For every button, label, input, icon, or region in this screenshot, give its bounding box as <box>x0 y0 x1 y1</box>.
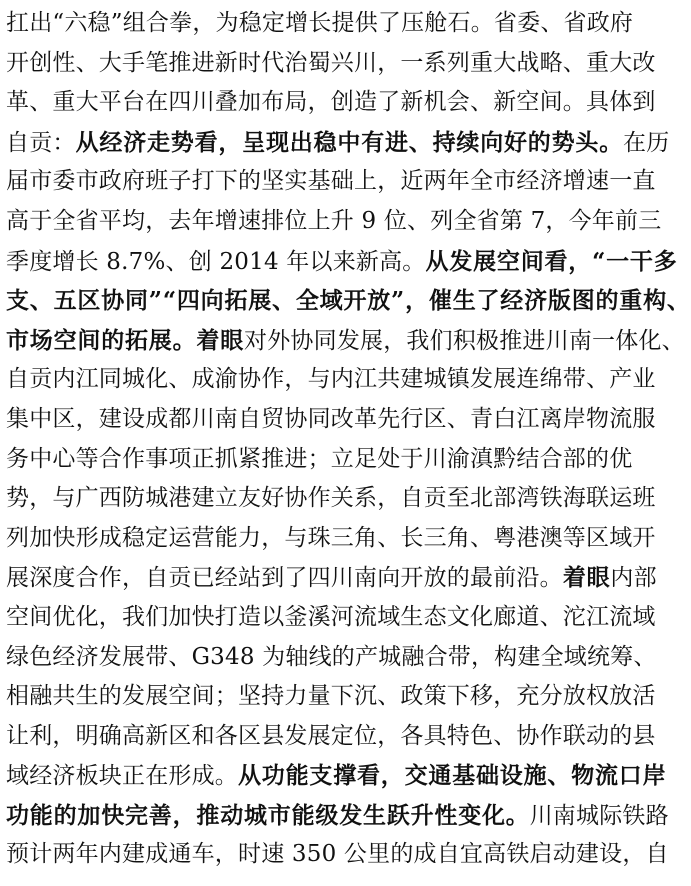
text-run: 届市委市政府班子打下的坚实基础上，近两年全市经济增速一直 <box>6 168 656 195</box>
text-line <box>6 598 656 638</box>
text-line <box>6 360 656 400</box>
text-line <box>6 202 662 242</box>
text-run: 预计两年内建成通车，时速 350 公里的成自宜高铁启动建设，自 <box>6 841 669 868</box>
text-line <box>6 558 657 598</box>
text-line <box>6 44 656 84</box>
text-run: 自贡内江同城化、成渝协作，与内江共建城镇发展连绵带、产业 <box>6 366 656 393</box>
text-line <box>6 162 656 202</box>
text-line <box>6 677 656 717</box>
text-run: 让利，明确高新区和各区县发展定位，各具特色、协作联动的县 <box>6 722 656 749</box>
text-line <box>6 638 657 678</box>
text-line <box>6 519 656 559</box>
text-run: 扛出“六稳”组合拳，为稳定增长提供了压舱石。省委、省政府 <box>6 10 634 36</box>
bold-text-run: 功能的加快完善，推动城市能级发生跃升性变化。 <box>6 801 530 829</box>
text-run: 域经济板块正在形成。 <box>6 763 238 790</box>
text-run: 内部 <box>610 565 657 592</box>
text-line <box>6 717 656 757</box>
text-run: 川南城际铁路 <box>529 802 669 829</box>
text-line <box>6 242 678 282</box>
text-run: 务中心等合作事项正抓紧推进；立足处于川渝滇黔结合部的优 <box>6 445 633 472</box>
text-run: 集中区，建设成都川南自贸协同改革先行区、青白江离岸物流服 <box>6 405 656 432</box>
text-run: 列加快形成稳定运营能力，与珠三角、长三角、粤港澳等区域开 <box>6 524 656 551</box>
text-run: 空间优化，我们加快打造以釜溪河流域生态文化廊道、沱江流域 <box>6 603 656 630</box>
text-line <box>6 835 669 875</box>
bold-text-run: 从功能支撑看，交通基础设施、物流口岸 <box>238 762 667 790</box>
text-run: 高于全省平均，去年增速排位上升 9 位、列全省第 7，今年前三 <box>6 207 662 234</box>
text-run: 展深度合作，自贡已经站到了四川南向开放的最前沿。 <box>6 565 563 592</box>
text-run: 对外协同发展，我们积极推进川南一体化、 <box>244 327 685 354</box>
text-line <box>6 83 656 123</box>
bold-text-run: 支、五区协同”“四向拓展、全域开放”，催生了经济版图的重构、 <box>6 287 691 315</box>
document-body <box>6 4 691 875</box>
text-line <box>6 4 634 44</box>
text-run: 绿色经济发展带、G348 为轴线的产城融合带，构建全域统筹、 <box>6 643 657 670</box>
text-line <box>6 796 669 836</box>
text-run: 相融共生的发展空间；坚持力量下沉、政策下移，充分放权放活 <box>6 683 656 710</box>
text-run: 自贡： <box>6 129 76 156</box>
bold-text-run: 着眼 <box>562 564 611 592</box>
bold-text-run: 着眼 <box>196 326 245 354</box>
text-run: 革、重大平台在四川叠加布局，创造了新机会、新空间。具体到 <box>6 89 656 116</box>
text-line <box>6 400 656 440</box>
text-run: 季度增长 8.7%、创 2014 年以来新高。 <box>6 248 426 275</box>
text-line <box>6 479 656 519</box>
text-line <box>6 440 633 480</box>
text-run: 开创性、大手笔推进新时代治蜀兴川，一系列重大战略、重大改 <box>6 49 656 76</box>
bold-text-run: 从经济走势看，呈现出稳中有进、持续向好的势头。 <box>75 128 624 156</box>
bold-text-run: 市场空间的拓展。 <box>6 326 197 354</box>
text-line <box>6 321 685 361</box>
text-line <box>6 123 670 163</box>
text-run: 势，与广西防城港建立友好协作关系，自贡至北部湾铁海联运班 <box>6 485 656 512</box>
bold-text-run: 从发展空间看，“一干多 <box>425 247 678 275</box>
text-run: 在历 <box>623 129 670 156</box>
text-line <box>6 756 667 796</box>
text-line <box>6 281 691 321</box>
